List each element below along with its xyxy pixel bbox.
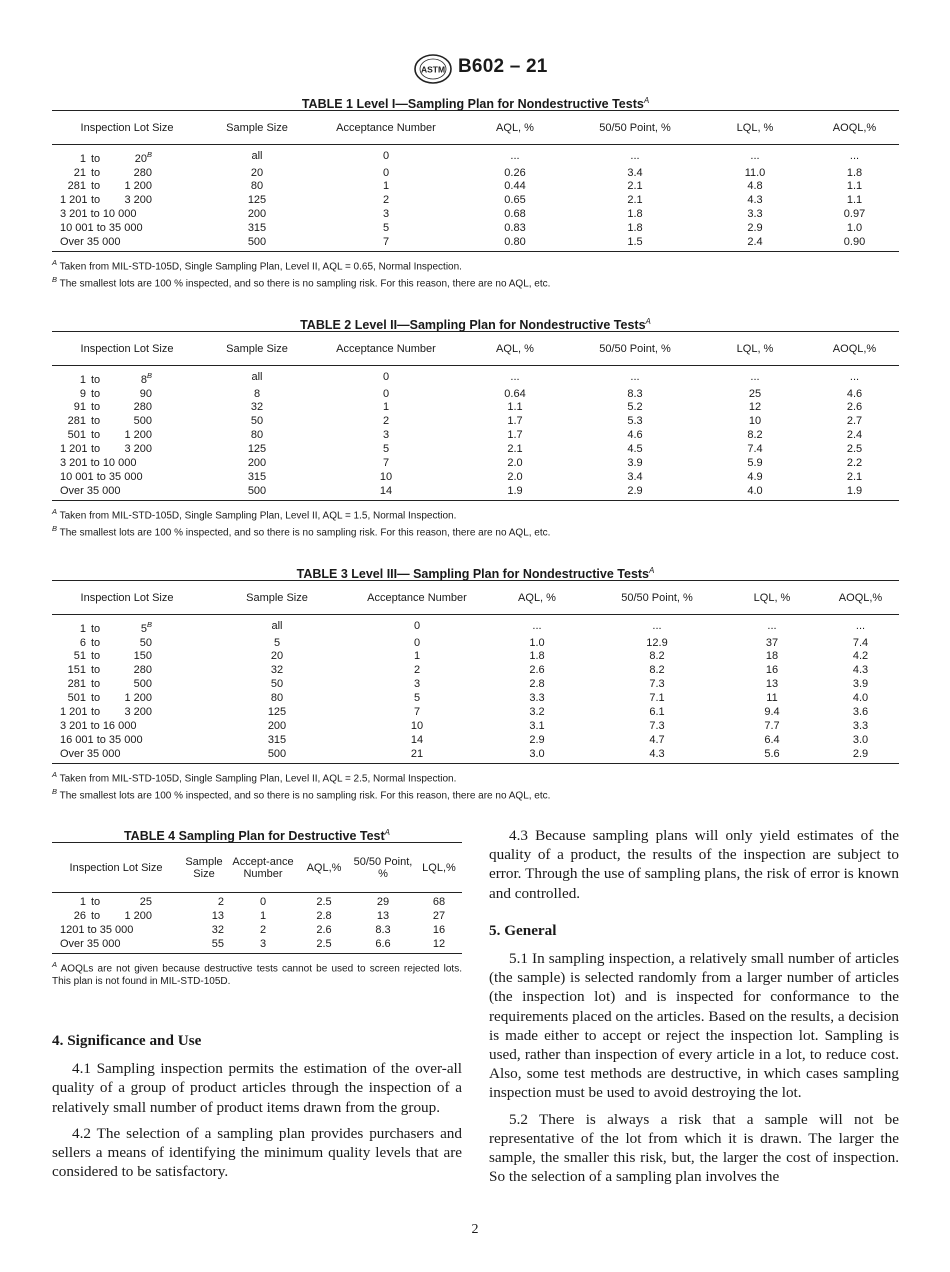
table-row xyxy=(52,401,899,415)
cell-aoql: 7.4 xyxy=(852,636,869,649)
cell-acc: 0 xyxy=(413,620,421,633)
table-row xyxy=(52,208,899,222)
cell-aoql: 1.9 xyxy=(810,485,899,500)
logo-text: ASTM xyxy=(420,64,446,75)
cell-sample: 32 xyxy=(211,923,224,936)
cell-lql: 4.9 xyxy=(747,471,763,483)
cell-aql: 2.6 xyxy=(316,923,332,936)
cell-sample: 50 xyxy=(270,678,284,691)
footnote: $^B$ The smallest lots are 100 % inspected, and so there is no sampling risk. For this reason, there are no AQL, etc. xyxy=(52,524,551,539)
cell-sample: 125 xyxy=(267,706,287,719)
cell-aoql: 2.9 xyxy=(822,748,899,763)
data-table xyxy=(52,331,899,501)
cell-lql: 2.4 xyxy=(700,236,810,251)
cell-lql: 5.6 xyxy=(722,748,822,763)
column-header: LQL,% xyxy=(416,843,462,893)
table-row xyxy=(52,615,899,637)
cell-aql: 2.0 xyxy=(507,457,523,470)
cell-p50: ... xyxy=(652,620,662,633)
cell-sample: 80 xyxy=(250,429,264,442)
cell-acc: 1 xyxy=(259,909,267,922)
cell-p50: 5.3 xyxy=(627,415,643,428)
left-column xyxy=(52,1031,462,1188)
cell-sample: all xyxy=(251,150,263,163)
cell-lql: 8.2 xyxy=(747,429,763,442)
cell-sample: 80 xyxy=(270,692,284,705)
table-row xyxy=(52,471,899,485)
cell-aql: 1.1 xyxy=(507,401,523,414)
table-footnotes xyxy=(52,505,899,540)
cell-aql: 1.7 xyxy=(507,415,523,428)
cell-lql: 13 xyxy=(765,678,779,691)
cell-sample: 200 xyxy=(247,208,267,221)
column-header: LQL, % xyxy=(700,111,810,145)
cell-aoql: 3.0 xyxy=(852,733,869,746)
column-header: Sample Size xyxy=(202,111,312,145)
cell-p50: 8.2 xyxy=(649,650,665,663)
cell-lql: 4.3 xyxy=(747,194,763,207)
lot-size-cell: 501 to 1 200 xyxy=(67,692,152,705)
footnote: $^A$ Taken from MIL-STD-105D, Single Sampling Plan, Level II, AQL = 0.65, Normal Inspection. xyxy=(52,258,462,273)
cell-aql: 1.8 xyxy=(529,650,545,663)
cell-aql: ... xyxy=(510,150,520,163)
cell-aoql: 0.90 xyxy=(810,236,899,251)
data-table xyxy=(52,842,462,954)
cell-lql: 18 xyxy=(765,650,779,663)
cell-lql: 37 xyxy=(765,636,779,649)
cell-p50: 7.3 xyxy=(649,678,665,691)
column-header: AQL, % xyxy=(482,581,592,615)
cell-acc: 2 xyxy=(413,664,421,677)
cell-sample: 32 xyxy=(250,401,264,414)
cell-acc: 7 xyxy=(413,706,421,719)
cell-aql: 0.64 xyxy=(504,387,526,400)
cell-p50: 7.3 xyxy=(649,720,665,732)
column-header: 50/50 Point, % xyxy=(570,111,700,145)
lot-size-cell: 3 201 to 10 000 xyxy=(60,208,137,221)
table-title: TABLE 3 Level III— Sampling Plan for Nondestructive Tests$^A$ xyxy=(296,566,655,582)
cell-sample: 500 xyxy=(202,236,312,251)
table-title: TABLE 1 Level I—Sampling Plan for Nondestructive Tests$^A$ xyxy=(301,96,650,112)
table-row xyxy=(52,664,899,678)
cell-aoql: 2.1 xyxy=(846,471,863,483)
cell-p50: 13 xyxy=(376,909,390,922)
paragraph: 4.2 The selection of a sampling plan provides purchasers and sellers a means of identifying the minimum quality levels that are considered to be satisfactory. xyxy=(52,1124,462,1181)
cell-p50: 2.1 xyxy=(627,194,643,207)
cell-aoql: 2.2 xyxy=(846,457,863,470)
cell-p50: ... xyxy=(630,371,640,384)
column-header: AQL, % xyxy=(460,332,570,366)
cell-acc: 1 xyxy=(413,650,421,663)
lot-size-cell: 10 001 to 35 000 xyxy=(60,222,143,235)
table-footnotes xyxy=(52,768,899,803)
cell-sample: 80 xyxy=(250,180,264,193)
lot-size-cell: 3 201 to 16 000 xyxy=(60,720,137,732)
lot-size-cell: 1201 to 35 000 xyxy=(60,923,134,936)
column-header: 50/50 Point, % xyxy=(570,332,700,366)
lot-size-cell: 10 001 to 35 000 xyxy=(60,471,143,483)
cell-aql: 3.1 xyxy=(529,720,545,732)
column-header: Sample Size xyxy=(180,843,228,893)
lot-size-cell: 21 to 280 xyxy=(73,166,152,179)
cell-p50: 12.9 xyxy=(646,636,668,649)
cell-aoql: 4.6 xyxy=(846,387,863,400)
cell-lql: 2.9 xyxy=(747,222,763,235)
cell-aoql: 2.5 xyxy=(846,443,863,456)
paragraph: 4.3 Because sampling plans will only yield estimates of the quality of a product, the results of the inspection are subject to error. Through the use of sampling plans, the risk of error is known and controlled. xyxy=(489,827,899,902)
cell-aql: 2.8 xyxy=(316,909,332,922)
lot-size-cell: 16 001 to 35 000 xyxy=(60,733,143,746)
column-header: LQL, % xyxy=(722,581,822,615)
cell-aql: 1.7 xyxy=(507,429,523,442)
right-column xyxy=(489,826,899,1193)
cell-lql: ... xyxy=(750,371,760,384)
cell-p50: 6.6 xyxy=(350,938,416,953)
lot-size-cell: 501 to 1 200 xyxy=(67,429,152,442)
cell-lql: 16 xyxy=(432,923,446,936)
table-row xyxy=(52,366,899,388)
cell-aoql: 1.8 xyxy=(846,166,863,179)
table-row xyxy=(52,692,899,706)
table-row xyxy=(52,910,462,924)
lot-size-cell: 51 to 150 xyxy=(73,650,152,663)
cell-acc: 2 xyxy=(382,415,390,428)
cell-acc: 2 xyxy=(259,923,267,936)
lot-size-cell: 1 201 to 3 200 xyxy=(60,706,152,719)
page-header xyxy=(0,52,950,86)
cell-aql: 2.9 xyxy=(529,733,545,746)
table-title: TABLE 2 Level II—Sampling Plan for Nondestructive Tests$^A$ xyxy=(300,317,651,333)
cell-sample: 500 xyxy=(202,748,352,763)
cell-sample: 315 xyxy=(247,222,267,235)
cell-acc: 14 xyxy=(410,733,424,746)
cell-lql: 4.8 xyxy=(747,180,763,193)
cell-p50: 3.4 xyxy=(627,166,643,179)
lot-size-cell: 1 to 25 xyxy=(79,896,152,908)
cell-acc: 7 xyxy=(312,236,460,251)
lot-size-cell: 1 201 to 3 200 xyxy=(60,443,152,456)
cell-aql: 2.6 xyxy=(529,664,545,677)
cell-p50: 2.1 xyxy=(627,180,643,193)
paragraph: 5.1 In sampling inspection, a relatively small number of articles (the sample) is selected randomly from a larger number of articles (the inspection lot) and is inspected for conformance to the requirements placed on the articles. Based on the results, a decision is made either to accept or reject the inspection lot. Sampling is used, rather than inspection of every article in a lot, to reduce cost. Also, some test methods are destructive, in which cases sampling inspection must be used to avoid destroying the lot. xyxy=(489,950,899,1102)
section-heading: 5. General xyxy=(489,921,557,939)
cell-lql: ... xyxy=(750,150,760,163)
cell-sample: 5 xyxy=(273,636,281,649)
cell-p50: 1.5 xyxy=(570,236,700,251)
table-3 xyxy=(52,562,899,802)
cell-acc: 0 xyxy=(382,166,390,179)
footnote: $^B$ The smallest lots are 100 % inspected, and so there is no sampling risk. For this reason, there are no AQL, etc. xyxy=(52,787,551,802)
table-row xyxy=(52,194,899,208)
table-row xyxy=(52,429,899,443)
section-heading: 4. Significance and Use xyxy=(52,1032,202,1049)
table-row xyxy=(52,145,899,167)
table-row xyxy=(52,706,899,720)
table-1 xyxy=(52,92,899,291)
lot-size-cell: 6 to 50 xyxy=(79,636,152,649)
lot-size-cell: 1 201 to 3 200 xyxy=(60,194,152,207)
cell-p50: 4.7 xyxy=(649,733,665,746)
cell-acc: 1 xyxy=(382,401,390,414)
column-header: Inspection Lot Size xyxy=(52,111,202,145)
page-number: 2 xyxy=(471,1222,479,1237)
column-header: Inspection Lot Size xyxy=(52,843,180,893)
cell-lql: 4.0 xyxy=(700,485,810,500)
column-header: 50/50 Point, % xyxy=(350,843,416,893)
table-row xyxy=(52,924,462,938)
footnote: $^A$ Taken from MIL-STD-105D, Single Sampling Plan, Level II, AQL = 1.5, Normal Inspection. xyxy=(52,506,457,522)
cell-acc: 14 xyxy=(312,485,460,500)
column-header: Sample Size xyxy=(202,581,352,615)
cell-acc: 5 xyxy=(382,443,390,456)
column-header: AOQL,% xyxy=(822,581,899,615)
cell-lql: ... xyxy=(767,620,777,633)
cell-aql: 1.0 xyxy=(529,636,545,649)
table-row xyxy=(52,650,899,664)
cell-aoql: 2.7 xyxy=(846,415,863,428)
cell-aql: 2.8 xyxy=(529,678,545,691)
cell-aql: 3.0 xyxy=(482,748,592,763)
cell-aql: 0.65 xyxy=(504,194,526,207)
lot-size-cell: 9 to 90 xyxy=(79,387,152,400)
table-row xyxy=(52,637,899,651)
table-row xyxy=(52,236,899,251)
cell-p50: 29 xyxy=(376,896,390,908)
lot-size-cell: 26 to 1 200 xyxy=(73,909,152,922)
table-row xyxy=(52,893,462,910)
cell-p50: 2.9 xyxy=(570,485,700,500)
cell-aql: 3.3 xyxy=(529,692,545,705)
cell-lql: 9.4 xyxy=(764,706,780,719)
cell-sample: all xyxy=(251,371,263,384)
cell-acc: 5 xyxy=(413,692,421,705)
cell-lql: 12 xyxy=(416,938,462,953)
cell-lql: 6.4 xyxy=(764,733,780,746)
table-row xyxy=(52,457,899,471)
cell-aql: ... xyxy=(532,620,542,633)
cell-acc: 3 xyxy=(228,938,298,953)
cell-sample: 32 xyxy=(270,664,284,677)
cell-aql: 0.44 xyxy=(504,180,526,193)
table-title: TABLE 4 Sampling Plan for Destructive Test$^A$ xyxy=(123,828,391,844)
table-row xyxy=(52,180,899,194)
cell-sample: 200 xyxy=(267,720,287,732)
table-row xyxy=(52,222,899,236)
column-header: Sample Size xyxy=(202,332,312,366)
cell-sample: 500 xyxy=(202,485,312,500)
cell-aoql: 4.2 xyxy=(852,650,869,663)
cell-p50: 8.3 xyxy=(375,923,391,936)
cell-lql: 25 xyxy=(748,387,762,400)
cell-aoql: 4.0 xyxy=(852,692,869,705)
cell-lql: 10 xyxy=(748,415,762,428)
table-4 xyxy=(52,824,462,988)
table-2 xyxy=(52,313,899,539)
cell-acc: 21 xyxy=(352,748,482,763)
cell-acc: 5 xyxy=(382,222,390,235)
table-row xyxy=(52,748,899,763)
cell-aoql: ... xyxy=(849,371,860,384)
cell-lql: 11 xyxy=(766,692,778,705)
cell-lql: 12 xyxy=(748,401,762,414)
lot-size-cell: Over 35 000 xyxy=(52,748,202,763)
cell-lql: 3.3 xyxy=(747,208,763,221)
cell-p50: 8.2 xyxy=(649,664,665,677)
footnote: $^A$ Taken from MIL-STD-105D, Single Sampling Plan, Level II, AQL = 2.5, Normal Inspection. xyxy=(52,769,457,785)
cell-aoql: ... xyxy=(849,150,860,163)
table-row xyxy=(52,720,899,734)
cell-acc: 10 xyxy=(379,471,393,483)
cell-sample: 125 xyxy=(247,443,267,456)
cell-aql: 2.5 xyxy=(316,896,332,908)
table-row xyxy=(52,938,462,953)
cell-p50: 1.8 xyxy=(627,222,643,235)
cell-p50: 8.3 xyxy=(627,387,643,400)
lot-size-cell: Over 35 000 xyxy=(52,938,180,953)
cell-aoql: 3.6 xyxy=(852,706,869,719)
lot-size-cell: 281 to 500 xyxy=(67,415,152,428)
table-row xyxy=(52,734,899,748)
cell-lql: 7.7 xyxy=(764,720,780,732)
cell-sample: 55 xyxy=(180,938,228,953)
lot-size-cell: 1 to $5^B$ xyxy=(79,620,152,635)
lot-size-cell: 1 to $8^B$ xyxy=(79,371,152,386)
cell-lql: 11.0 xyxy=(744,166,766,179)
cell-aql: 1.9 xyxy=(460,485,570,500)
column-header: LQL, % xyxy=(700,332,810,366)
cell-sample: 315 xyxy=(267,733,287,746)
cell-sample: 50 xyxy=(250,415,264,428)
cell-aql: 0.26 xyxy=(504,166,526,179)
cell-aoql: 1.1 xyxy=(846,180,863,193)
column-header: AQL,% xyxy=(298,843,350,893)
cell-p50: 1.8 xyxy=(627,208,643,221)
cell-lql: 16 xyxy=(765,664,779,677)
cell-p50: 7.1 xyxy=(649,692,665,705)
cell-sample: all xyxy=(271,620,283,633)
cell-aoql: 4.3 xyxy=(852,664,869,677)
column-header: Inspection Lot Size xyxy=(52,332,202,366)
cell-aql: 2.5 xyxy=(298,938,350,953)
table-row xyxy=(52,388,899,402)
cell-aql: 0.80 xyxy=(460,236,570,251)
cell-aql: 0.68 xyxy=(504,208,526,221)
cell-acc: 3 xyxy=(382,429,390,442)
cell-sample: 8 xyxy=(253,387,261,400)
lot-size-cell: 91 to 280 xyxy=(73,401,152,414)
lot-size-cell: 151 to 280 xyxy=(67,664,152,677)
table-row xyxy=(52,167,899,181)
data-table xyxy=(52,110,899,252)
cell-sample: 20 xyxy=(250,166,264,179)
cell-aoql: ... xyxy=(855,620,866,633)
table-row xyxy=(52,415,899,429)
cell-aql: ... xyxy=(510,371,520,384)
cell-acc: 7 xyxy=(382,457,390,470)
column-header: AQL, % xyxy=(460,111,570,145)
cell-aoql: 1.0 xyxy=(846,222,863,235)
lot-size-cell: 3 201 to 10 000 xyxy=(60,457,137,470)
cell-p50: 4.3 xyxy=(592,748,722,763)
cell-aql: 2.1 xyxy=(507,443,523,456)
column-header: Acceptance Number xyxy=(312,111,460,145)
table-row xyxy=(52,443,899,457)
column-header: Acceptance Number xyxy=(352,581,482,615)
table-row xyxy=(52,485,899,500)
lot-size-cell: 1 to $20^B$ xyxy=(79,150,152,165)
lot-size-cell: 281 to 500 xyxy=(67,678,152,691)
cell-aql: 0.83 xyxy=(504,222,526,235)
paragraph: 4.1 Sampling inspection permits the estimation of the over-all quality of a group of product articles through the inspection of a relatively small number of product items drawn from the group. xyxy=(52,1060,462,1116)
cell-acc: 0 xyxy=(382,387,390,400)
cell-lql: 7.4 xyxy=(747,443,763,456)
footnote: $^B$ The smallest lots are 100 % inspected, and so there is no sampling risk. For this reason, there are no AQL, etc. xyxy=(52,275,551,290)
cell-p50: 6.1 xyxy=(649,706,665,719)
cell-sample: 2 xyxy=(217,896,224,908)
cell-aoql: 1.1 xyxy=(846,194,863,207)
cell-p50: 4.6 xyxy=(627,429,643,442)
column-header: AOQL,% xyxy=(810,332,899,366)
cell-sample: 200 xyxy=(247,457,267,470)
cell-acc: 0 xyxy=(382,150,390,163)
cell-aoql: 3.3 xyxy=(852,720,869,732)
lot-size-cell: Over 35 000 xyxy=(52,485,202,500)
cell-p50: 3.4 xyxy=(627,471,643,483)
table-footnotes xyxy=(52,256,899,291)
cell-lql: 5.9 xyxy=(747,457,763,470)
cell-aql: 3.2 xyxy=(529,706,545,719)
cell-sample: 315 xyxy=(247,471,267,483)
column-header: AOQL,% xyxy=(810,111,899,145)
column-header: Acceptance Number xyxy=(312,332,460,366)
cell-p50: 4.5 xyxy=(627,443,643,456)
column-header: Inspection Lot Size xyxy=(52,581,202,615)
cell-acc: 3 xyxy=(382,208,390,221)
cell-p50: 5.2 xyxy=(627,401,643,414)
cell-p50: ... xyxy=(630,150,640,163)
cell-p50: 3.9 xyxy=(627,457,643,470)
astm-logo-icon xyxy=(414,54,452,84)
column-header: 50/50 Point, % xyxy=(592,581,722,615)
cell-acc: 2 xyxy=(382,194,390,207)
lot-size-cell: Over 35 000 xyxy=(52,236,202,251)
cell-aoql: 0.97 xyxy=(843,208,866,221)
paragraph: 5.2 There is always a risk that a sample will not be representative of the lot from which it is drawn. The larger the sample, the smaller this risk, but, the larger the cost of inspection. So the selection of a sampling plan involves the xyxy=(489,1110,899,1186)
cell-sample: 13 xyxy=(211,909,224,922)
cell-acc: 0 xyxy=(259,896,267,908)
cell-lql: 27 xyxy=(432,909,446,922)
cell-aoql: 2.4 xyxy=(846,429,863,442)
column-header: Accept-ance Number xyxy=(228,843,298,893)
cell-acc: 3 xyxy=(413,678,421,691)
cell-acc: 0 xyxy=(382,371,390,384)
data-table xyxy=(52,580,899,764)
cell-aoql: 3.9 xyxy=(852,678,869,691)
table-row xyxy=(52,678,899,692)
cell-acc: 0 xyxy=(413,636,421,649)
lot-size-cell: 281 to 1 200 xyxy=(67,180,152,193)
cell-lql: 68 xyxy=(432,896,446,908)
cell-aoql: 2.6 xyxy=(846,401,863,414)
table-footnote: $^A$ AOQLs are not given because destructive tests cannot be used to screen rejected lots. This plan is not found in MIL-STD-105D. xyxy=(52,959,462,987)
cell-aql: 2.0 xyxy=(507,471,523,483)
cell-acc: 10 xyxy=(410,720,424,732)
cell-sample: 20 xyxy=(270,650,284,663)
designation: B602 – 21 xyxy=(458,56,548,77)
cell-acc: 1 xyxy=(382,180,390,193)
cell-sample: 125 xyxy=(247,194,267,207)
